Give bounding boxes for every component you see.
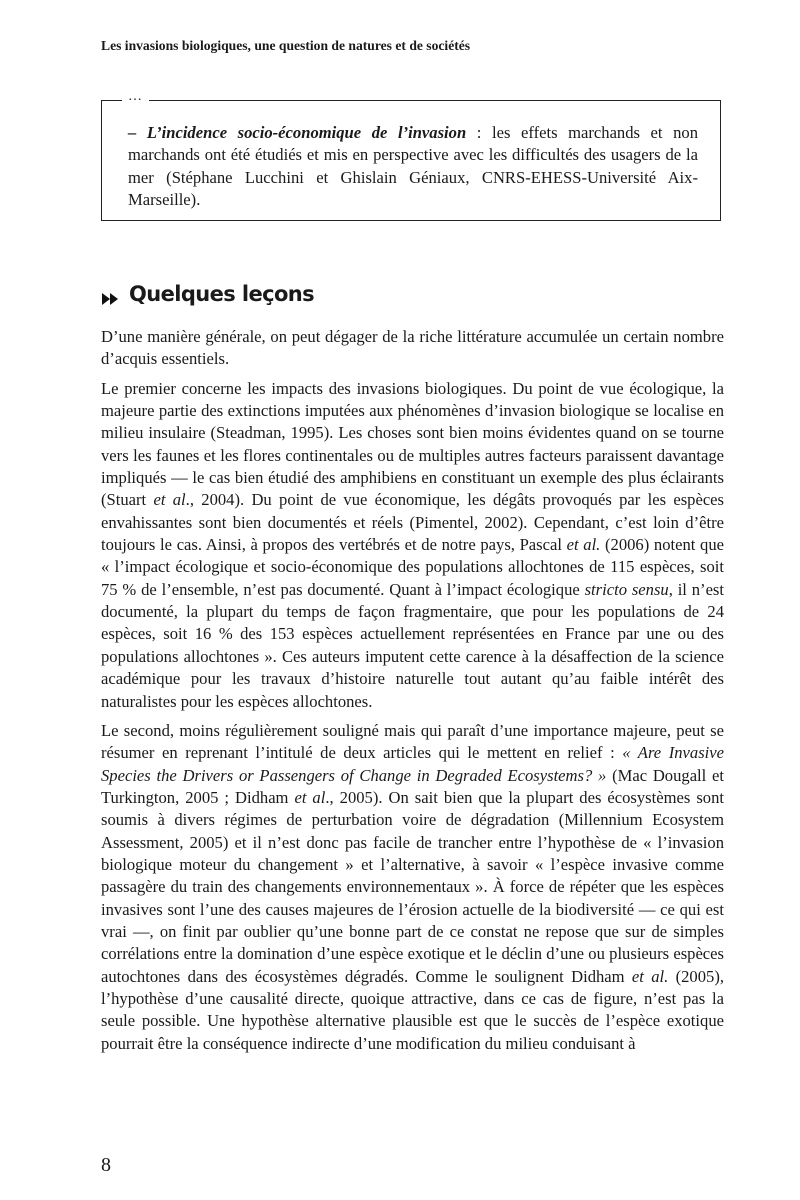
box-item bbox=[128, 122, 698, 212]
text-run: (Mac Dougall et Turkington, 2005 ; Didham bbox=[101, 765, 724, 807]
text-run: ., 2005). On sait bien que la plupart des écosystèmes sont soumis à divers régimes de perturbation voire de dégradation (Millennium Ecosystem Assessment, 2005) et il n’est donc pas facile de trancher entre l’hypothèse de « l’invasion biologique moteur du changement » et l’alternative, à savoir « l’espèce invasive comme passagère du train des changements environnementaux ». À force de répéter que les espèces invasives sont l’une des causes majeures de l’érosion actuelle de la biodiversité — ce qui est vrai —, on finit par oublier qu’une bonne part de ce constat ne repose que sur de simples corrélations entre la domination d’une espèce exotique et le déclin d’une ou plusieurs espèces autochtones dans des écosystèmes dégradés. Comme le soulignent Didham bbox=[101, 787, 725, 986]
text-run: (2006) notent que « l’impact écologique et socio-économique des populations allochtones de 115 espèces, soit 75 % de l’ensemble, n’est pas documenté. Quant à l’impact écologique bbox=[101, 535, 724, 599]
italic-text: et al. bbox=[566, 535, 601, 555]
continuation-marker: … bbox=[122, 90, 149, 104]
running-head: Les invasions biologiques, une question de natures et de sociétés bbox=[101, 38, 471, 53]
italic-text: et al bbox=[153, 490, 186, 510]
box-item-text: : les effets marchands et non marchands ont été étudiés et mis en perspective avec les difficultés des usagers de la mer (Stéphane Lucchini et Ghislain Géniaux, CNRS-EHESS-Université Aix-Marseille). bbox=[128, 123, 698, 210]
italic-text: et al bbox=[294, 787, 326, 807]
text-run: ., 2004). Du point de vue économique, les dégâts provoqués par les espèces envahissantes sont bien documentés et réels (Pimentel, 2002). Cependant, c’est loin d’être toujours le cas. Ainsi, à propos des vertébrés et de notre pays, Pascal bbox=[101, 490, 725, 555]
text-run: (2005), l’hypothèse d’une causalité directe, quoique attractive, dans ce cas de figure, n’est pas la seule possible. Une hypothèse alternative plausible est que le succès de l’espèce exotique pourrait être la conséquence indirecte d’une modification du milieu conduisant à bbox=[101, 966, 724, 1053]
text-run: D’une manière générale, on peut dégager de la riche littérature accumulée un certain nombre d’acquis essentiels. bbox=[101, 327, 724, 369]
box-item-lead: – L’incidence socio-économique de l’invasion bbox=[128, 123, 467, 142]
paragraph bbox=[101, 378, 724, 713]
text-run: Le second, moins régulièrement souligné mais qui paraît d’une importance majeure, peut se résumer en reprenant l’intitulé de deux articles qui le mettent en relief : bbox=[101, 720, 724, 763]
paragraph bbox=[101, 720, 724, 1055]
double-arrow-right-icon bbox=[101, 287, 121, 301]
section-title: Quelques leçons bbox=[129, 282, 315, 306]
text-run: Le premier concerne les impacts des invasions biologiques. Du point de vue écologique, la majeure partie des extinctions imputées aux phénomènes d’invasion biologique se localise en milieu insulaire (Steadman, 1995). Les choses sont bien moins évidentes quand on se tourne vers les faunes et les flores continentales ou de multiples autres facteurs paraissent davantage impliqués — le cas bien étudié des amphibiens en constituant un exemple des plus éclairants (Stuart bbox=[101, 378, 724, 510]
section-heading bbox=[101, 282, 314, 306]
italic-text: et al. bbox=[631, 966, 669, 986]
paragraph bbox=[101, 326, 724, 371]
text-run: , il n’est documenté, la plupart du temps de façon fragmentaire, que pour les populations de 24 espèces, soit 16 % des 153 espèces actuellement représentées en France par une ou des populations allochtones ». Ces auteurs imputent cette carence à la désaffection de la science académique pour les travaux d’histoire naturelle tout autant qu’au faible intérêt des naturalistes pour les espèces allochtones. bbox=[101, 579, 725, 711]
body-text bbox=[101, 326, 724, 1062]
italic-text: « Are Invasive Species the Drivers or Passengers of Change in Degraded Ecosystems? » bbox=[101, 743, 724, 785]
italic-text: stricto sensu bbox=[584, 579, 669, 599]
continued-box bbox=[101, 89, 721, 221]
page-number: 8 bbox=[101, 1154, 111, 1176]
